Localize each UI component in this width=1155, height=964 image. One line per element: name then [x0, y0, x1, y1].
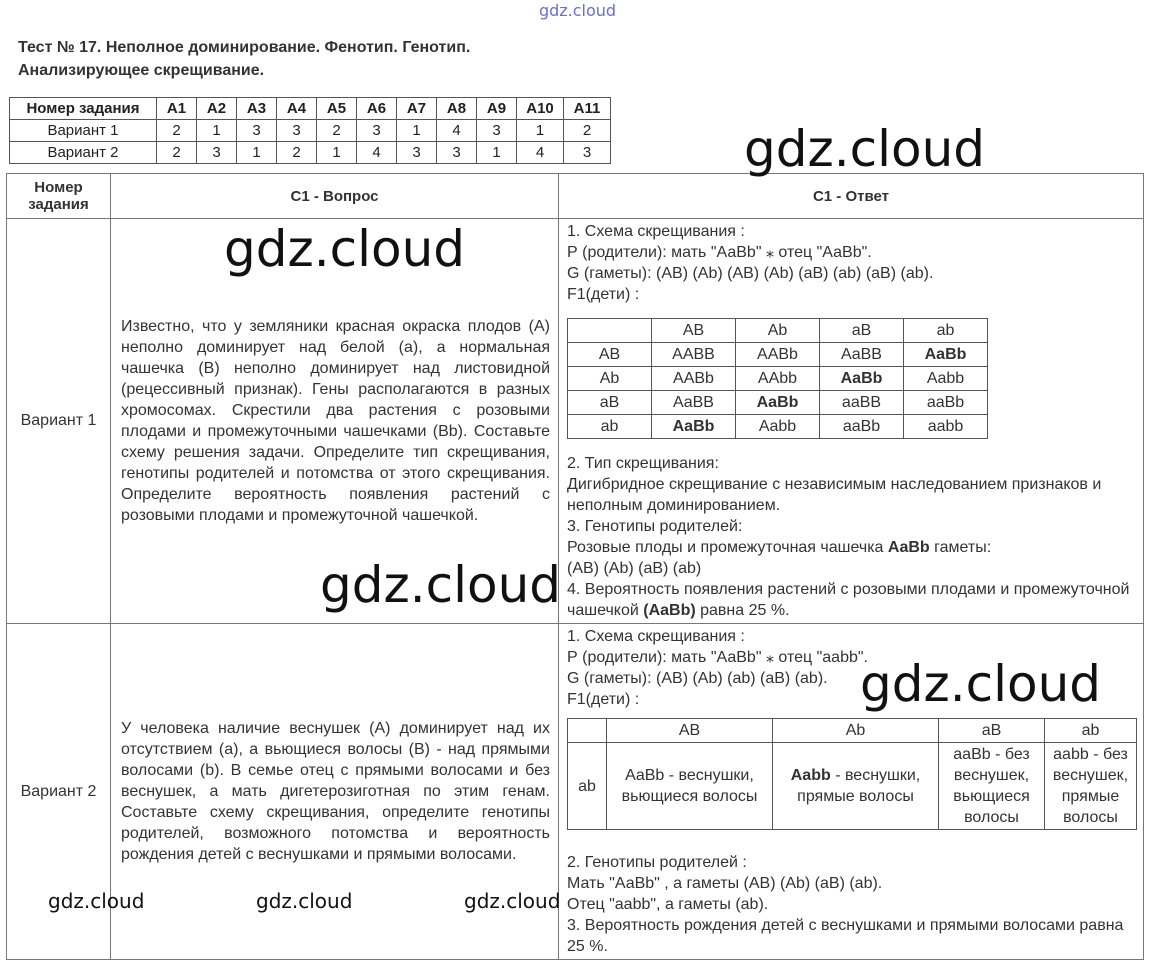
punnett-cell: AaBB	[652, 391, 736, 415]
answers-cell: 3	[237, 120, 277, 142]
answer-line: (AB) (Ab) (aB) (ab)	[567, 560, 702, 577]
punnett-cell	[773, 743, 939, 830]
punnett-row	[568, 415, 988, 439]
variant-1-answer	[559, 219, 1144, 624]
answers-header-cell: A9	[477, 98, 517, 120]
main-header-row	[7, 174, 1144, 219]
punnett-text: - веснушки, прямые волосы	[797, 767, 921, 805]
punnett-cell: AABb	[652, 367, 736, 391]
answers-cell: 2	[317, 120, 357, 142]
punnett-col-header: aB	[820, 319, 904, 343]
answers-cell: 2	[277, 142, 317, 164]
punnett-cell: aaBB	[820, 391, 904, 415]
answers-cell: 3	[477, 120, 517, 142]
watermark: gdz.cloud	[464, 889, 561, 913]
punnett-cell: AaBb	[904, 343, 988, 367]
answer-line: Мать "АаBb" , а гаметы (AB) (Ab) (aB) (ab).	[567, 875, 883, 892]
answer-line: 3. Генотипы родителей:	[567, 518, 743, 535]
punnett-row-header: aB	[568, 391, 652, 415]
answer-text: равна 25 %.	[695, 602, 790, 619]
answers-header-cell: A5	[317, 98, 357, 120]
main-header-answer: С1 - Ответ	[559, 174, 1144, 219]
punnett-row	[568, 743, 1137, 830]
punnett-cell: Aabb	[736, 415, 820, 439]
answers-cell: 1	[517, 120, 564, 142]
answers-header-cell: A7	[397, 98, 437, 120]
answers-cell: 1	[197, 120, 237, 142]
punnett-col-header: AB	[652, 319, 736, 343]
watermark: gdz.cloud	[744, 120, 986, 178]
answers-cell: 3	[397, 142, 437, 164]
punnett-col-header: Ab	[773, 719, 939, 743]
answer-line: 1. Схема скрещивания :	[567, 223, 745, 240]
punnett-cell: AAbb	[736, 367, 820, 391]
punnett-genotype: Aabb	[790, 767, 831, 784]
answers-header-cell: A11	[564, 98, 611, 120]
punnett-col-header: AB	[607, 719, 773, 743]
answers-cell: 3	[437, 142, 477, 164]
punnett-corner	[568, 319, 652, 343]
punnett-col-header: aB	[939, 719, 1045, 743]
answers-cell: 2	[564, 120, 611, 142]
answer-genotype: (AaBb)	[643, 602, 696, 619]
answer-line: G (гаметы): (AB) (Ab) (ab) (aB) (ab).	[567, 670, 828, 687]
answers-cell: 3	[564, 142, 611, 164]
watermark: gdz.cloud	[224, 220, 466, 278]
punnett-cell: aabb	[904, 415, 988, 439]
punnett-cell: aaBb - без веснушек, вьющиеся волосы	[939, 743, 1045, 830]
main-header-number: Номер задания	[7, 174, 111, 219]
answer-line: Отец "aabb", а гаметы (ab).	[567, 896, 769, 913]
answers-table	[9, 97, 611, 164]
answers-cell: 3	[277, 120, 317, 142]
answers-header-cell: Номер задания	[10, 98, 157, 120]
answers-row-variant-2	[10, 142, 611, 164]
watermark: gdz.cloud	[256, 889, 353, 913]
answer-text: гаметы:	[929, 539, 992, 556]
answer-line: Р (родители): мать "АаBb" ⁎ отец "АаBb".	[567, 244, 872, 261]
punnett-cell: AaBB	[820, 343, 904, 367]
answers-header-cell: A8	[437, 98, 477, 120]
answers-header-cell: A6	[357, 98, 397, 120]
punnett-col-header: Ab	[736, 319, 820, 343]
answer-text: Розовые плоды и промежуточная чашечка	[567, 539, 888, 556]
punnett-row-header: AB	[568, 343, 652, 367]
main-row-variant-1	[7, 219, 1144, 624]
answer-line: 1. Схема скрещивания :	[567, 628, 745, 645]
answers-header-cell: A1	[157, 98, 197, 120]
watermark: gdz.cloud	[320, 556, 562, 614]
answers-cell: 1	[317, 142, 357, 164]
watermark: gdz.cloud	[48, 889, 145, 913]
punnett-corner	[568, 719, 607, 743]
title-line-1: Тест № 17. Неполное доминирование. Фенотип. Генотип.	[18, 39, 471, 56]
answers-cell: 1	[477, 142, 517, 164]
title-line-2: Анализирующее скрещивание.	[18, 62, 265, 79]
punnett-row-header: ab	[568, 743, 607, 830]
answers-cell: Вариант 2	[10, 142, 157, 164]
answer-text: 4. Вероятность появления растений с розовыми плодами и промежуточной чашечкой	[567, 581, 1130, 619]
variant-1-label: Вариант 1	[7, 219, 111, 624]
answers-cell: Вариант 1	[10, 120, 157, 142]
main-header-question: С1 - Вопрос	[111, 174, 559, 219]
watermark: gdz.cloud	[860, 655, 1102, 713]
punnett-row	[568, 367, 988, 391]
punnett-cell: aabb - без веснушек, прямые волосы	[1045, 743, 1137, 830]
punnett-square-1	[567, 318, 988, 439]
punnett-col-header: ab	[904, 319, 988, 343]
answers-cell: 1	[237, 142, 277, 164]
punnett-cell: AaBb - веснушки, вьющиеся волосы	[607, 743, 773, 830]
answer-line	[567, 579, 1137, 621]
answers-header-cell: A3	[237, 98, 277, 120]
punnett-header-row	[568, 319, 988, 343]
answers-cell: 4	[517, 142, 564, 164]
answer-line: 3. Вероятность рождения детей с веснушками и прямыми волосами равна 25 %.	[567, 917, 1124, 955]
answer-line: Дигибридное скрещивание с независимым наследованием признаков и неполным доминированием.	[567, 476, 1102, 514]
answers-cell: 2	[157, 120, 197, 142]
variant-2-label: Вариант 2	[7, 624, 111, 960]
punnett-cell: AABB	[652, 343, 736, 367]
variant-2-question: У человека наличие веснушек (А) доминирует над их отсутствием (а), а вьющиеся волосы (В) - над прямыми волосами (b). В семье отец с прямыми волосами и без веснушек, а мать дигетерозиготная по этим генам. Составьте схему скрещивания, определите генотипы родителей, возможного потомства и вероятность рождения детей с веснушками и прямыми волосами.	[111, 624, 559, 960]
answer-line: Р (родители): мать "АаBb" ⁎ отец "aabb".	[567, 649, 868, 666]
answer-line: F1(дети) :	[567, 286, 640, 303]
punnett-row	[568, 343, 988, 367]
answer-line: F1(дети) :	[567, 691, 640, 708]
punnett-cell: Aabb	[904, 367, 988, 391]
answer-line: G (гаметы): (AB) (Ab) (AB) (Ab) (aB) (ab) (aB) (ab).	[567, 265, 934, 282]
answers-cell: 1	[397, 120, 437, 142]
punnett-cell: AABb	[736, 343, 820, 367]
answers-cell: 2	[157, 142, 197, 164]
punnett-header-row	[568, 719, 1137, 743]
answers-header-cell: A2	[197, 98, 237, 120]
answers-header-cell: A10	[517, 98, 564, 120]
answers-cell: 3	[357, 120, 397, 142]
answer-line: 2. Генотипы родителей :	[567, 854, 747, 871]
punnett-cell: AaBb	[736, 391, 820, 415]
page-title	[18, 36, 470, 82]
answers-cell: 4	[357, 142, 397, 164]
punnett-row	[568, 391, 988, 415]
punnett-row-header: ab	[568, 415, 652, 439]
watermark-top: gdz.cloud	[538, 1, 617, 20]
punnett-cell: AaBb	[820, 367, 904, 391]
main-table	[6, 173, 1144, 960]
answers-row-variant-1	[10, 120, 611, 142]
answers-header-cell: A4	[277, 98, 317, 120]
variant-1-question: Известно, что у земляники красная окраска плодов (А) неполно доминирует над белой (а), а нормальная чашечка (В) неполно доминирует над листовидной (рецессивный признак). Гены располагаются в разных хромосомах. Скрестили два растения с розовыми плодами и промежуточными чашечками (Bb). Составьте схему решения задачи. Определите тип скрещивания, генотипы родителей и потомства от этого скрещивания. Определите вероятность появления растений с розовыми плодами и промежуточной чашечкой.	[111, 219, 559, 624]
punnett-cell: aaBb	[904, 391, 988, 415]
answer-line	[567, 537, 1137, 558]
answers-header-row	[10, 98, 611, 120]
punnett-col-header: ab	[1045, 719, 1137, 743]
answers-cell: 3	[197, 142, 237, 164]
answers-cell: 4	[437, 120, 477, 142]
punnett-cell: AaBb	[652, 415, 736, 439]
punnett-cell: aaBb	[820, 415, 904, 439]
punnett-row-header: Ab	[568, 367, 652, 391]
answer-genotype: AaBb	[887, 539, 930, 556]
punnett-square-2	[567, 718, 1137, 830]
answer-line: 2. Тип скрещивания:	[567, 455, 719, 472]
